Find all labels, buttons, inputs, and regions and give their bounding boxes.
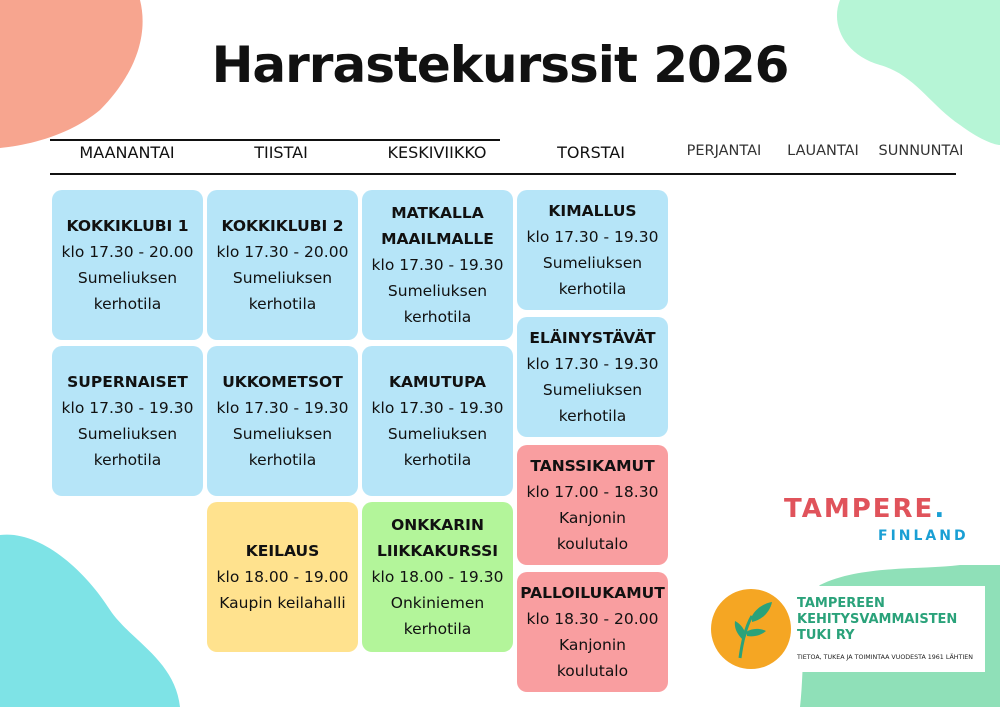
sprout-logo-icon xyxy=(710,588,792,670)
tampere-finland-logo xyxy=(784,494,969,544)
course-name: KAMUTUPA xyxy=(388,373,487,391)
course-place: kerhotila xyxy=(558,407,627,425)
course-name: ONKKARIN xyxy=(391,516,484,534)
association-name-line: TUKI RY xyxy=(797,628,855,643)
finland-wordmark: FINLAND xyxy=(878,528,969,544)
course-time: klo 17.30 - 20.00 xyxy=(216,243,349,261)
course-place: kerhotila xyxy=(248,295,317,313)
course-time: klo 17.30 - 19.30 xyxy=(371,399,504,417)
day-header-monday: MAANANTAI xyxy=(79,143,175,162)
course-name: TANSSIKAMUT xyxy=(530,457,655,475)
course-place: Sumeliuksen xyxy=(542,381,643,399)
course-name: ELÄINYSTÄVÄT xyxy=(529,329,656,347)
course-card xyxy=(517,317,668,437)
course-card xyxy=(362,190,513,340)
course-time: klo 18.00 - 19.30 xyxy=(371,568,504,586)
course-place: Kaupin keilahalli xyxy=(219,594,346,612)
course-card xyxy=(362,502,513,652)
header-bottom-rule xyxy=(50,173,956,175)
course-place: Kanjonin koulutalo xyxy=(556,636,629,680)
day-header-wednesday: KESKIVIIKKO xyxy=(387,143,487,162)
course-card xyxy=(207,502,358,652)
course-time: klo 17.30 - 20.00 xyxy=(61,243,194,261)
course-time: klo 17.30 - 19.30 xyxy=(526,228,659,246)
day-header-tuesday: TIISTAI xyxy=(254,143,308,162)
teal-blob-bottom-left xyxy=(0,530,180,707)
course-name: PALLOILUKAMUT xyxy=(520,584,665,602)
course-name: KOKKIKLUBI 2 xyxy=(221,217,344,235)
day-header-friday: PERJANTAI xyxy=(686,143,762,159)
course-place: kerhotila xyxy=(93,451,162,469)
association-tagline: TIETOA, TUKEA JA TOIMINTAA VUODESTA 1961 LÄHTIEN xyxy=(797,654,973,661)
course-time: klo 17.30 - 19.30 xyxy=(371,256,504,274)
course-place: koulutalo xyxy=(556,535,629,553)
course-time: klo 18.30 - 20.00 xyxy=(526,610,659,628)
course-place: Onkiniemen xyxy=(390,594,485,612)
course-place: kerhotila xyxy=(403,308,472,326)
day-header-sunday: SUNNUNTAI xyxy=(878,143,964,159)
day-header-thursday: TORSTAI xyxy=(557,143,625,162)
course-place: Sumeliuksen xyxy=(77,425,178,443)
course-time: klo 17.30 - 19.30 xyxy=(526,355,659,373)
page-title: Harrastekurssit 2026 xyxy=(211,36,789,94)
day-header-saturday: LAUANTAI xyxy=(787,143,859,159)
course-time: klo 17.30 - 19.30 xyxy=(216,399,349,417)
header-top-rule xyxy=(50,139,500,141)
course-card xyxy=(362,346,513,496)
course-time: klo 17.00 - 18.30 xyxy=(526,483,659,501)
course-name: MATKALLA xyxy=(391,204,484,222)
course-name: UKKOMETSOT xyxy=(222,373,343,391)
course-card xyxy=(207,346,358,496)
association-name-line: KEHITYSVAMMAISTEN xyxy=(797,612,958,627)
association-name-line: TAMPEREEN xyxy=(797,596,885,611)
tampere-dot: . xyxy=(934,494,947,524)
course-place: kerhotila xyxy=(403,620,472,638)
course-place: kerhotila xyxy=(558,280,627,298)
association-name xyxy=(797,596,957,644)
course-card xyxy=(517,572,668,692)
course-card xyxy=(517,445,668,565)
course-card xyxy=(52,190,203,340)
course-name: SUPERNAISET xyxy=(67,373,188,391)
course-name: KIMALLUS xyxy=(548,202,637,220)
course-time: klo 17.30 - 19.30 xyxy=(61,399,194,417)
course-name: KOKKIKLUBI 1 xyxy=(66,217,189,235)
association-logo-panel xyxy=(706,586,985,672)
course-place: Sumeliuksen xyxy=(77,269,178,287)
course-card xyxy=(52,346,203,496)
course-time: klo 18.00 - 19.00 xyxy=(216,568,349,586)
course-place: Sumeliuksen xyxy=(232,425,333,443)
course-place: kerhotila xyxy=(403,451,472,469)
course-place: Sumeliuksen xyxy=(387,425,488,443)
course-place: Sumeliuksen xyxy=(387,282,488,300)
course-place: kerhotila xyxy=(248,451,317,469)
course-place: Sumeliuksen xyxy=(542,254,643,272)
tampere-wordmark: TAMPERE xyxy=(784,494,935,524)
course-name: LIIKKAKURSSI xyxy=(376,542,499,560)
course-name: MAAILMALLE xyxy=(381,230,494,248)
course-place: kerhotila xyxy=(93,295,162,313)
course-place: Kanjonin xyxy=(559,509,626,527)
course-place: Sumeliuksen xyxy=(232,269,333,287)
course-name: KEILAUS xyxy=(245,542,320,560)
course-card xyxy=(207,190,358,340)
course-card xyxy=(517,190,668,310)
